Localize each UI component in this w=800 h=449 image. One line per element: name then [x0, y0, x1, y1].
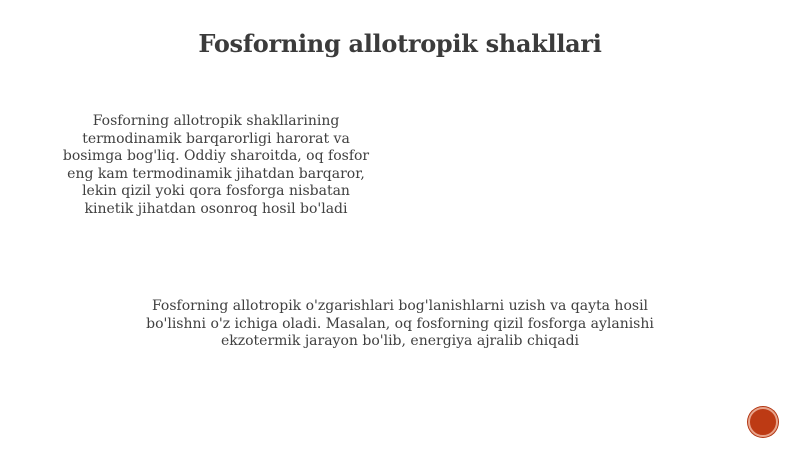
paragraph-line: Fosforning allotropik o'zgarishlari bog'lanishlarni uzish va qayta hosil	[151, 298, 649, 314]
paragraph-line: bo'lishni o'z ichiga oladi. Masalan, oq fosforning qizil fosforga aylanishi	[146, 315, 654, 332]
paragraph-stability	[40, 113, 392, 218]
paragraph-line: eng kam termodinamik jihatdan barqaror,	[67, 165, 365, 182]
circle-button-icon[interactable]	[748, 407, 778, 437]
paragraph-line: termodinamik barqarorligi harorat va	[82, 130, 350, 147]
paragraph-line: lekin qizil yoki qora fosforga nisbatan	[82, 183, 350, 199]
paragraph-line: ekzotermik jarayon bo'lib, energiya ajralib chiqadi	[220, 333, 580, 349]
paragraph-line: bosimga bog'liq. Oddiy sharoitda, oq fosfor	[62, 148, 370, 164]
paragraph-line: kinetik jihatdan osonroq hosil bo'ladi	[84, 200, 348, 217]
paragraph-line: Fosforning allotropik shakllarining	[92, 113, 340, 129]
paragraph-transformations	[120, 298, 680, 351]
slide-title: Fosforning allotropik shakllari	[198, 29, 602, 58]
